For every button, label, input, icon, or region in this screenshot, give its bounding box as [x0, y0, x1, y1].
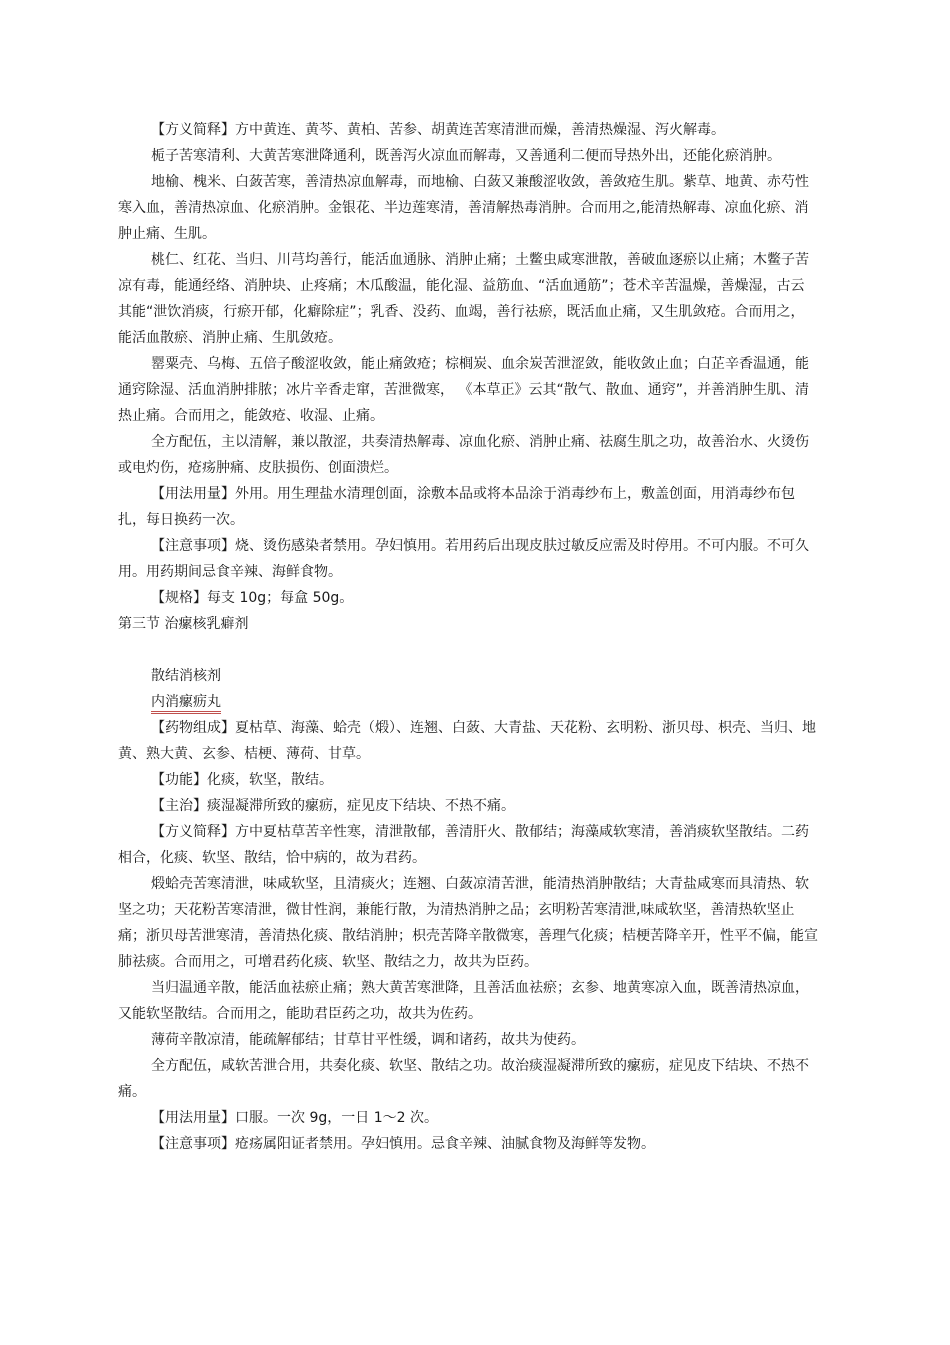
document-body — [118, 117, 818, 1157]
paragraph-fangyi-2: 【方义简释】方中夏枯草苦辛性寒，清泄散郁，善清肝火、散郁结；海藻咸软寒清，善消痰软坚散结。二药相合，化痰、软坚、散结，恰中病的，故为君药。 — [118, 824, 809, 866]
subsection-heading: 散结消核剂 — [151, 668, 221, 684]
product-name: 内消瘰疬丸 — [151, 693, 221, 714]
product-title-line — [118, 689, 818, 715]
paragraph-gongneng: 【功能】化痰，软坚，散结。 — [151, 772, 333, 788]
paragraph-yongfa-1: 【用法用量】外用。用生理盐水清理创面，涂敷本品或将本品涂于消毒纱布上，敷盖创面，用消毒纱布包扎，每日换药一次。 — [118, 486, 795, 528]
paragraph-taoren: 桃仁、红花、当归、川芎均善行，能活血通脉、消肿止痛；土鳖虫咸寒泄散，善破血逐瘀以止痛；木鳖子苦凉有毒，能通经络、消肿块、止疼痛；木瓜酸温，能化湿、益筋血、“活血通筋”；苍术辛苦温燥，善燥湿，古云其能“泄饮消痰，行瘀开郁，化癖除症”；乳香、没药、血竭，善行祛瘀，既活血止痛，又生肌敛疮。合而用之，能活血散瘀、消肿止痛、生肌敛疮。 — [118, 252, 809, 346]
paragraph-yongfa-2: 【用法用量】口服。一次 9g，一日 1～2 次。 — [151, 1110, 438, 1126]
paragraph-peiwu-2: 全方配伍，咸软苦泄合用，共奏化痰、软坚、散结之功。故治痰湿凝滞所致的瘰疬，症见皮下结块、不热不痛。 — [118, 1058, 809, 1100]
paragraph-zucheng: 【药物组成】夏枯草、海藻、蛤壳（煅）、连翘、白蔹、大青盐、天花粉、玄明粉、浙贝母、枳壳、当归、地黄、熟大黄、玄参、桔梗、薄荷、甘草。 — [118, 720, 816, 762]
paragraph-diyu: 地榆、槐米、白蔹苦寒，善清热凉血解毒，而地榆、白蔹又兼酸涩收敛，善敛疮生肌。紫草、地黄、赤芍性寒入血，善清热凉血、化瘀消肿。金银花、半边莲寒清，善清解热毒消肿。合而用之,能清热解毒、凉血化瘀、消肿止痛、生肌。 — [118, 174, 809, 242]
paragraph-peiwu-1: 全方配伍，主以清解，兼以散涩，共奏清热解毒、凉血化瘀、消肿止痛、祛腐生肌之功，故善治水、火烫伤或电灼伤，疮疡肿痛、皮肤损伤、创面溃烂。 — [118, 434, 809, 476]
section-heading: 第三节 治瘰核乳癖剂 — [118, 616, 249, 632]
paragraph-guige: 【规格】每支 10g；每盒 50g。 — [151, 590, 354, 606]
section-spacer — [118, 637, 818, 663]
paragraph-duangeqiao: 煅蛤壳苦寒清泄，味咸软坚，且清痰火；连翘、白蔹凉清苦泄，能清热消肿散结；大青盐咸寒而具清热、软坚之功；天花粉苦寒清泄，微甘性润，兼能行散，为清热消肿之品；玄明粉苦寒清泄,味咸软坚，善清热软坚止痛；浙贝母苦泄寒清，善清热化痰、散结消肿；枳壳苦降辛散微寒，善理气化痰；桔梗苦降辛开，性平不偏，能宣肺祛痰。合而用之，可增君药化痰、软坚、散结之力，故共为臣药。 — [118, 876, 818, 970]
paragraph-zhuyi-1: 【注意事项】烧、烫伤感染者禁用。孕妇慎用。若用药后出现皮肤过敏反应需及时停用。不可内服。不可久用。用药期间忌食辛辣、海鲜食物。 — [118, 538, 809, 580]
paragraph-danggui: 当归温通辛散，能活血祛瘀止痛；熟大黄苦寒泄降，且善活血祛瘀；玄参、地黄寒凉入血，既善清热凉血，又能软坚散结。合而用之，能助君臣药之功，故共为佐药。 — [118, 980, 809, 1022]
paragraph-zhuyi-2: 【注意事项】疮疡属阳证者禁用。孕妇慎用。忌食辛辣、油腻食物及海鲜等发物。 — [151, 1136, 655, 1152]
paragraph-yingsuke: 罂粟壳、乌梅、五倍子酸涩收敛，能止痛敛疮；棕榈炭、血余炭苦泄涩敛，能收敛止血；白芷辛香温通，能通窍除湿、活血消肿排脓；冰片辛香走窜，苦泄微寒， 《本草正》云其“散气、散血、通窍”，并善消肿生肌、清热止痛。合而用之，能敛疮、收湿、止痛。 — [118, 356, 809, 424]
paragraph-zhizi: 栀子苦寒清利、大黄苦寒泄降通利，既善泻火凉血而解毒，又善通利二便而导热外出，还能化瘀消肿。 — [151, 148, 781, 164]
paragraph-bohe: 薄荷辛散凉清，能疏解郁结；甘草甘平性缓，调和诸药，故共为使药。 — [151, 1032, 585, 1048]
paragraph-zhuzhi: 【主治】痰湿凝滞所致的瘰疬，症见皮下结块、不热不痛。 — [151, 798, 515, 814]
paragraph-fangyi-1: 【方义简释】方中黄连、黄芩、黄柏、苦参、胡黄连苦寒清泄而燥，善清热燥湿、泻火解毒。 — [151, 122, 725, 138]
